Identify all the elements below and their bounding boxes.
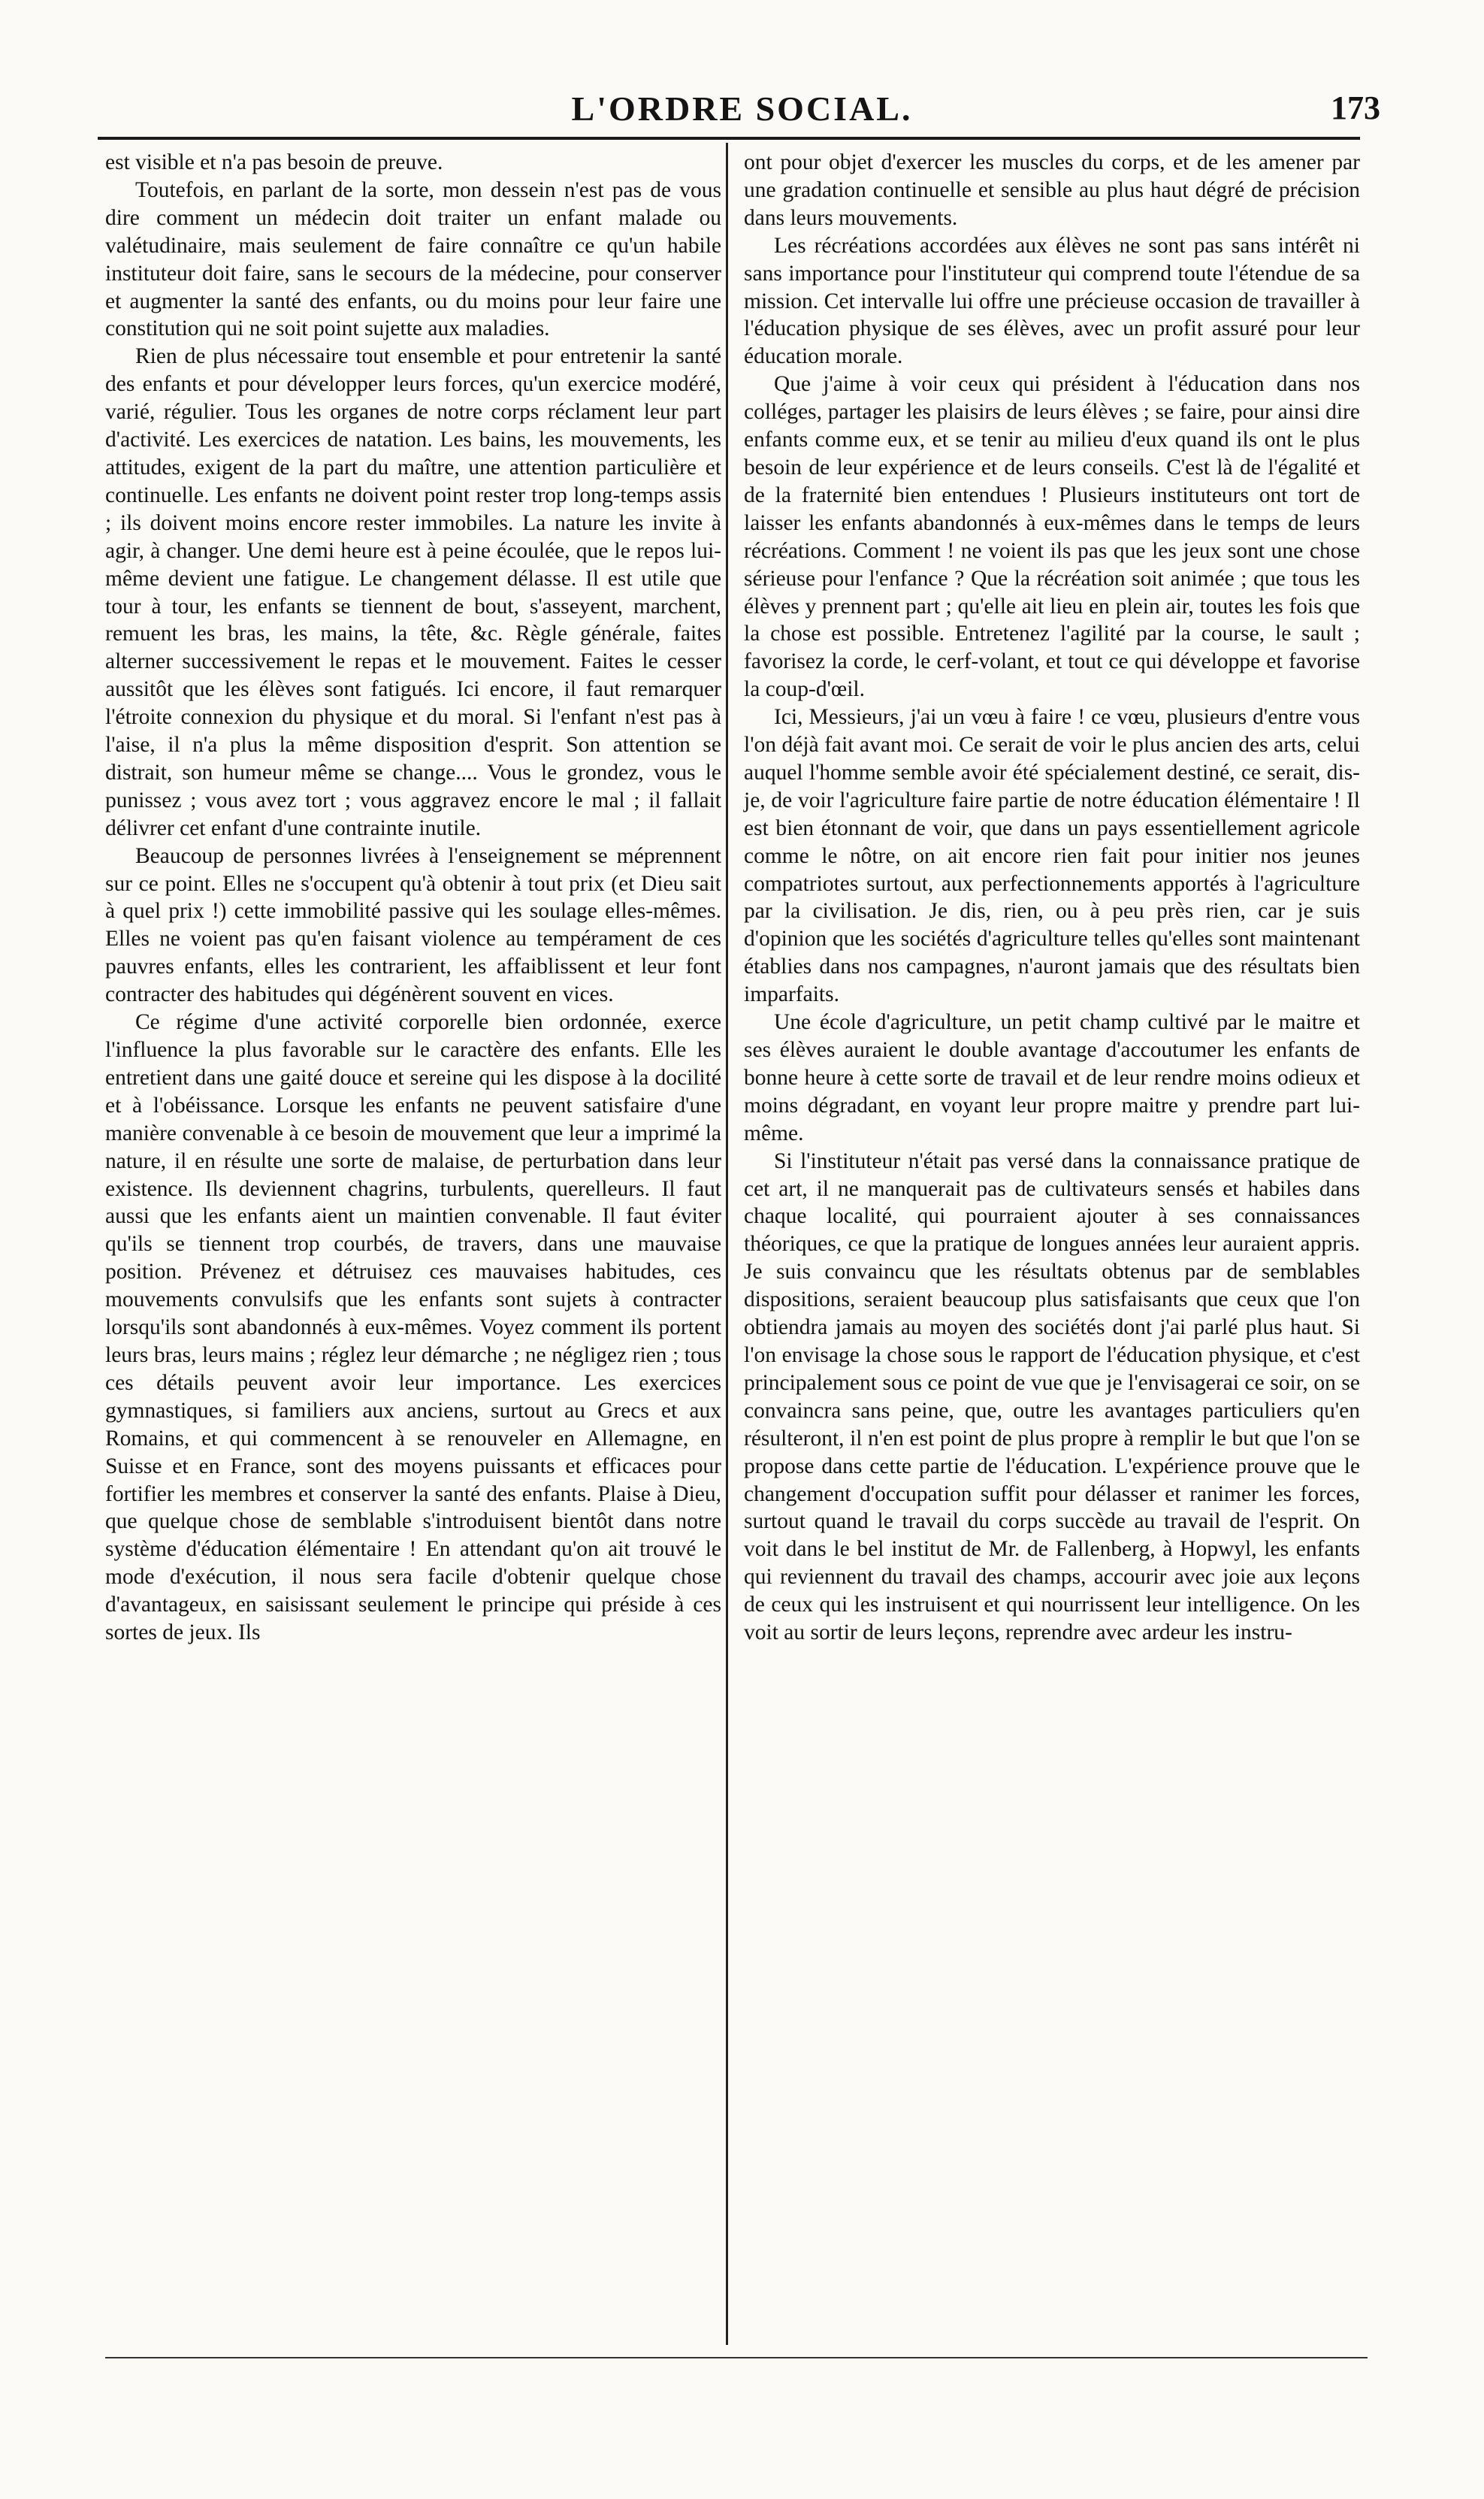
running-header-title: L'ORDRE SOCIAL. xyxy=(571,89,913,128)
paragraph: Beaucoup de personnes livrées à l'enseignement se méprennent sur ce point. Elles ne s'occupent qu'à obtenir à tout prix (et Dieu sait à quel prix !) cette immobilité passive qui les soulage elles-mêmes. Elles ne voient pas qu'en faisant violence au tempérament de ces pauvres enfants, elles les contrarient, les affaiblissent et leur font contracter des habitudes qui dégénèrent souvent en vices. xyxy=(105,843,721,1007)
paragraph: Toutefois, en parlant de la sorte, mon dessein n'est pas de vous dire comment un médecin doit traiter un enfant malade ou valétudinaire, mais seulement de faire connaître ce qu'un habile instituteur doit faire, sans le secours de la médecine, pour conserver et augmenter la santé des enfants, ou du moins pour leur faire une constitution qui ne soit point sujette aux maladies. xyxy=(105,177,721,341)
paragraph: Une école d'agriculture, un petit champ cultivé par le maitre et ses élèves auraient le double avantage d'accoutumer les enfants de bonne heure à cette sorte de travail et de leur rendre moins odieux et moins dégradant, en voyant leur propre maitre y prendre part lui-même. xyxy=(744,1010,1360,1145)
paragraph: ont pour objet d'exercer les muscles du corps, et de les amener par une gradation continuelle et sensible au plus haut dégré de précision dans leurs mouvements. xyxy=(744,150,1360,230)
page-number: 173 xyxy=(1331,89,1380,126)
paragraph: Si l'instituteur n'était pas versé dans la connaissance pratique de cet art, il ne manquerait pas de cultivateurs sensés et habiles dans chaque localité, qui pourraient ajouter à ses connaissances théoriques, ce que la pratique de longues années leur auraient appris. Je suis convaincu que les résultats obtenus par de semblables dispositions, seraient beaucoup plus satisfaisants que ceux que l'on obtiendra jamais au moyen des sociétés dont j'ai parlé plus haut. Si l'on envisage la chose sous le rapport de l'éducation physique, et c'est principalement sous ce point de vue que je l'envisagerai ce soir, on se convaincra sans peine, que, outre les avantages particuliers qu'en résulteront, il n'en est point de plus propre à remplir le but que l'on se propose dans cette partie de l'éducation. L'expérience prouve que le changement d'occupation suffit pour délasser et ranimer les forces, surtout quand le travail du corps succède au travail de l'esprit. On voit dans le bel institut de Mr. de Fallenberg, à Hopwyl, les enfants qui reviennent du travail des champs, accourir avec joie aux leçons de ceux qui les instruisent et qui nourrissent leur intelligence. On les voit au sortir de leurs leçons, reprendre avec ardeur les instru- xyxy=(744,1148,1360,1645)
right-column xyxy=(744,149,1360,1647)
paragraph: est visible et n'a pas besoin de preuve. xyxy=(105,150,443,174)
bottom-rule xyxy=(105,2357,1368,2358)
paragraph: Ce régime d'une activité corporelle bien ordonnée, exerce l'influence la plus favorable sur le caractère des enfants. Elle les entretient dans une gaité douce et sereine qui les dispose à la docilité et à l'obéissance. Lorsque les enfants ne peuvent satisfaire d'une manière convenable à ce besoin de mouvement que leur a imprimé la nature, il en résulte une sorte de malaise, de perturbation dans leur existence. Ils deviennent chagrins, turbulents, querelleurs. Il faut aussi que les enfants aient un maintien convenable. Il faut éviter qu'ils se tiennent trop courbés, de travers, dans une mauvaise position. Prévenez et détruisez ces mauvaises habitudes, ces mouvements convulsifs que les enfants sont sujets à contracter lorsqu'ils sont abandonnés à eux-mêmes. Voyez comment ils portent leurs bras, leurs mains ; réglez leur démarche ; ne négligez rien ; tous ces détails peuvent avoir leur importance. Les exercices gymnastiques, si familiers aux anciens, surtout au Grecs et aux Romains, et qui commencent à se renouveler en Allemagne, en Suisse et en France, sont des moyens puissants et efficaces pour fortifier les membres et conserver la santé des enfants. Plaise à Dieu, que quelque chose de semblable s'introduisent bientôt dans notre système d'éducation élémentaire ! En attendant qu'on ait trouvé le mode d'exécution, il nous sera facile d'obtenir quelque chose d'avantageux, en saisissant seulement le principe qui préside à ces sortes de jeux. Ils xyxy=(105,1010,721,1645)
left-column xyxy=(105,149,721,1647)
paragraph: Les récréations accordées aux élèves ne sont pas sans intérêt ni sans importance pour l'instituteur qui comprend toute l'étendue de sa mission. Cet intervalle lui offre une précieuse occasion de travailler à l'éducation physique de ses élèves, avec un profit assuré pour leur éducation morale. xyxy=(744,233,1360,369)
header-rule xyxy=(98,137,1360,140)
paragraph: Ici, Messieurs, j'ai un vœu à faire ! ce vœu, plusieurs d'entre vous l'on déjà fait avant moi. Ce serait de voir le plus ancien des arts, celui auquel l'homme semble avoir été spécialement destiné, ce serait, dis-je, de voir l'agriculture faire partie de notre éducation élémentaire ! Il est bien étonnant de voir, que dans un pays essentiellement agricole comme le nôtre, on ait encore rien fait pour initier nos jeunes compatriotes surtout, aux perfectionnements apportés à l'agriculture par la civilisation. Je dis, rien, ou à peu près rien, car je suis d'opinion que les sociétés d'agriculture telles qu'elles sont maintenant établies dans nos campagnes, n'auront jamais que des résultats bien imparfaits. xyxy=(744,705,1360,1007)
paragraph: Que j'aime à voir ceux qui président à l'éducation dans nos colléges, partager les plaisirs de leurs élèves ; se faire, pour ainsi dire enfants comme eux, et se tenir au milieu d'eux quand ils ont le plus besoin de leur expérience et de leurs conseils. C'est là de l'égalité et de la fraternité bien entendues ! Plusieurs instituteurs ont tort de laisser les enfants abandonnés à eux-mêmes dans le temps de leurs récréations. Comment ! ne voient ils pas que les jeux sont une chose sérieuse pour l'enfance ? Que la récréation soit animée ; que tous les élèves y prennent part ; qu'elle ait lieu en plein air, toutes les fois que la chose est possible. Entretenez l'agilité par la course, le sault ; favorisez la corde, le cerf-volant, et tout ce qui développe et favorise la coup-d'œil. xyxy=(744,372,1360,702)
column-divider xyxy=(726,143,728,2345)
paragraph: Rien de plus nécessaire tout ensemble et pour entretenir la santé des enfants et pour développer leurs forces, qu'un exercice modéré, varié, régulier. Tous les organes de notre corps réclament leur part d'activité. Les exercices de natation. Les bains, les mouvements, les attitudes, exigent de la part du maître, une attention particulière et continuelle. Les enfants ne doivent point rester trop long-temps assis ; ils doivent moins encore rester immobiles. La nature les invite à agir, à changer. Une demi heure est à peine écoulée, que le repos lui-même devient une fatigue. Le changement délasse. Il est utile que tour à tour, les enfants se tiennent de bout, s'asseyent, marchent, remuent les bras, les mains, la tête, &c. Règle générale, faites alterner successivement le repas et le mouvement. Faites le cesser aussitôt que les élèves sont fatigués. Ici encore, il faut remarquer l'étroite connexion du physique et du moral. Si l'enfant n'est pas à l'aise, il n'a plus la même disposition d'esprit. Son attention se distrait, son humeur même se change.... Vous le grondez, vous le punissez ; vous avez tort ; vous aggravez encore le mal ; il fallait délivrer cet enfant d'une contrainte inutile. xyxy=(105,344,721,840)
